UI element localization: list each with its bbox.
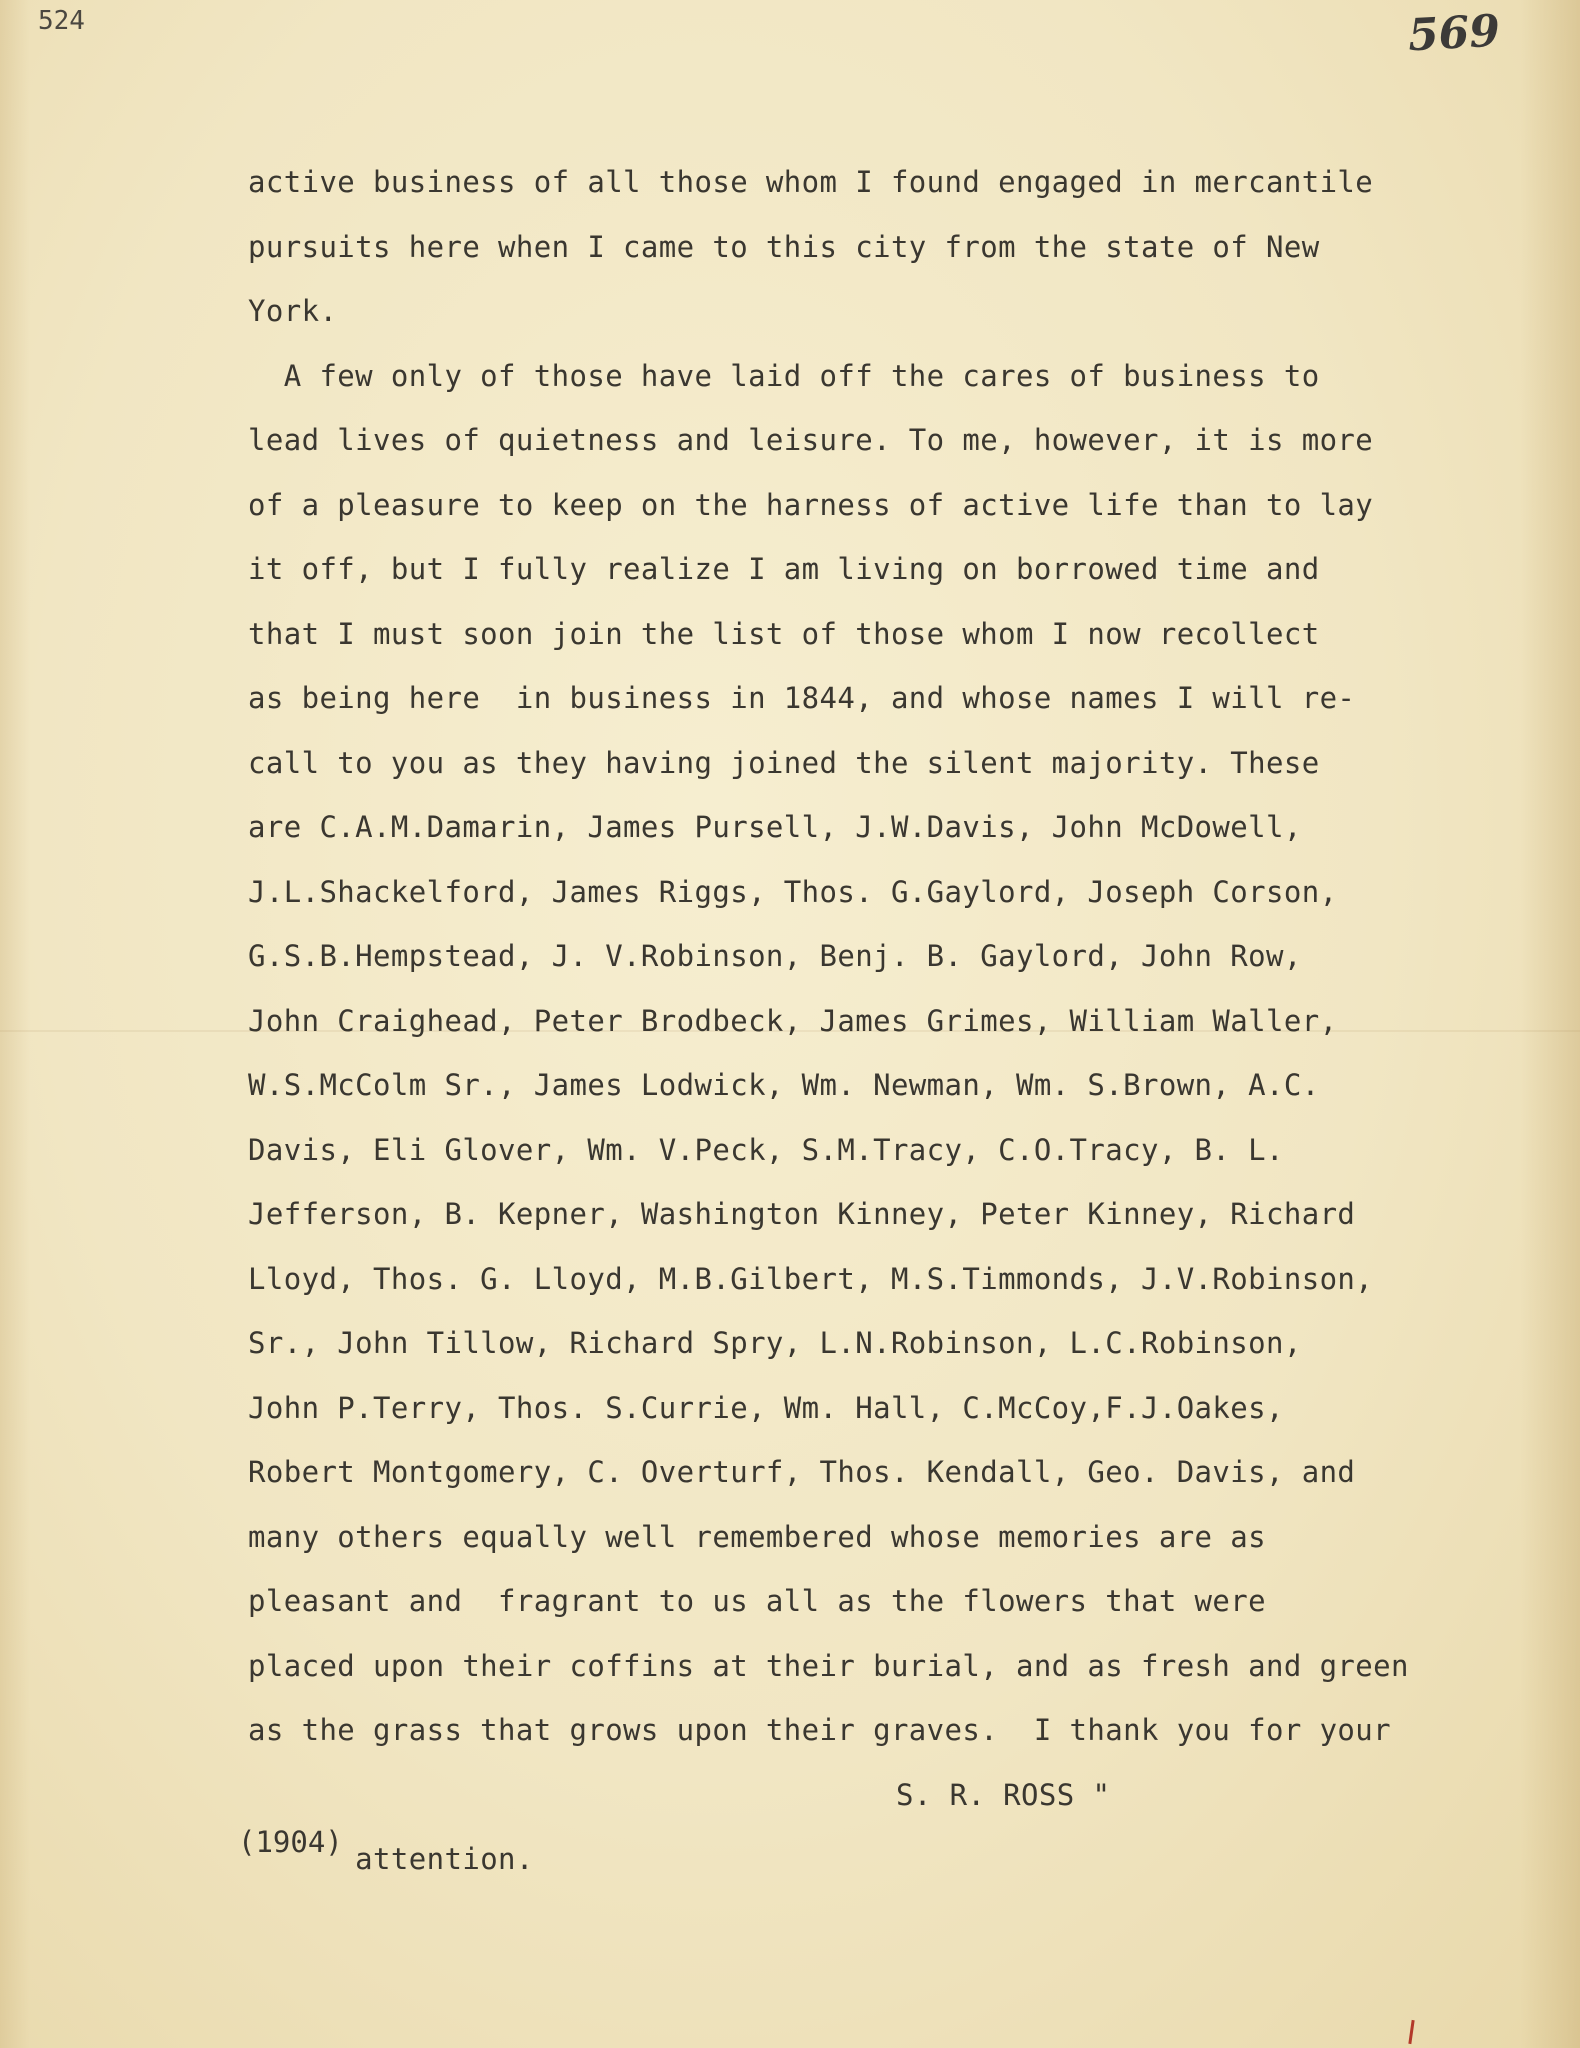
text-line: pleasant and fragrant to us all as the flowers that were — [248, 1584, 1266, 1618]
text-line: Robert Montgomery, C. Overturf, Thos. Kendall, Geo. Davis, and — [248, 1455, 1356, 1489]
text-line: of a pleasure to keep on the harness of active life than to lay — [248, 487, 1374, 522]
text-line: as the grass that grows upon their graves. I thank you for your — [248, 1713, 1392, 1747]
text-line: Lloyd, Thos. G. Lloyd, M.B.Gilbert, M.S.Timmonds, J.V.Robinson, — [248, 1261, 1374, 1296]
text-line: as being here in business in 1844, and whose names I will re- — [248, 681, 1356, 715]
text-line: pursuits here when I came to this city from the state of New — [248, 229, 1320, 264]
text-line: Sr., John Tillow, Richard Spry, L.N.Robinson, L.C.Robinson, — [248, 1326, 1302, 1360]
text-line: active business of all those whom I found engaged in mercantile — [248, 165, 1374, 199]
date-note: (1904) — [238, 1825, 343, 1859]
text-line: York. — [248, 294, 338, 328]
text-line: that I must soon join the list of those whom I now recollect — [248, 616, 1320, 651]
text-line: it off, but I fully realize I am living on borrowed time and — [248, 552, 1320, 586]
text-line: G.S.B.Hempstead, J. V.Robinson, Benj. B. Gaylord, John Row, — [248, 939, 1302, 973]
text-line: Jefferson, B. Kepner, Washington Kinney, Peter Kinney, Richard — [248, 1197, 1356, 1231]
text-line: J.L.Shackelford, James Riggs, Thos. G.Gaylord, Joseph Corson, — [248, 874, 1338, 909]
text-line: John Craighead, Peter Brodbeck, James Grimes, William Waller, — [248, 1003, 1338, 1038]
text-line: John P.Terry, Thos. S.Currie, Wm. Hall, C.McCoy,F.J.Oakes, — [248, 1390, 1284, 1425]
text-line: placed upon their coffins at their burial, and as fresh and green — [248, 1648, 1409, 1683]
text-line: many others equally well remembered whose memories are as — [248, 1519, 1266, 1554]
text-line: call to you as they having joined the silent majority. These — [248, 745, 1320, 780]
text-line: A few only of those have laid off the cares of business to — [248, 358, 1320, 393]
closing-word: attention. — [355, 1842, 534, 1876]
text-line: Davis, Eli Glover, Wm. V.Peck, S.M.Tracy, C.O.Tracy, B. L. — [248, 1132, 1284, 1167]
typed-page-number: 524 — [38, 6, 85, 36]
text-line: W.S.McColm Sr., James Lodwick, Wm. Newman, Wm. S.Brown, A.C. — [248, 1068, 1320, 1102]
paper-edge-shade-left — [0, 0, 30, 2048]
text-line: are C.A.M.Damarin, James Pursell, J.W.Davis, John McDowell, — [248, 810, 1302, 844]
paper-edge-shade-right — [1520, 0, 1580, 2048]
handwritten-page-number: 569 — [1406, 5, 1502, 62]
signature: S. R. ROSS " — [896, 1777, 1111, 1812]
red-ink-mark — [1408, 2020, 1414, 2044]
text-line: lead lives of quietness and leisure. To me, however, it is more — [248, 423, 1374, 457]
